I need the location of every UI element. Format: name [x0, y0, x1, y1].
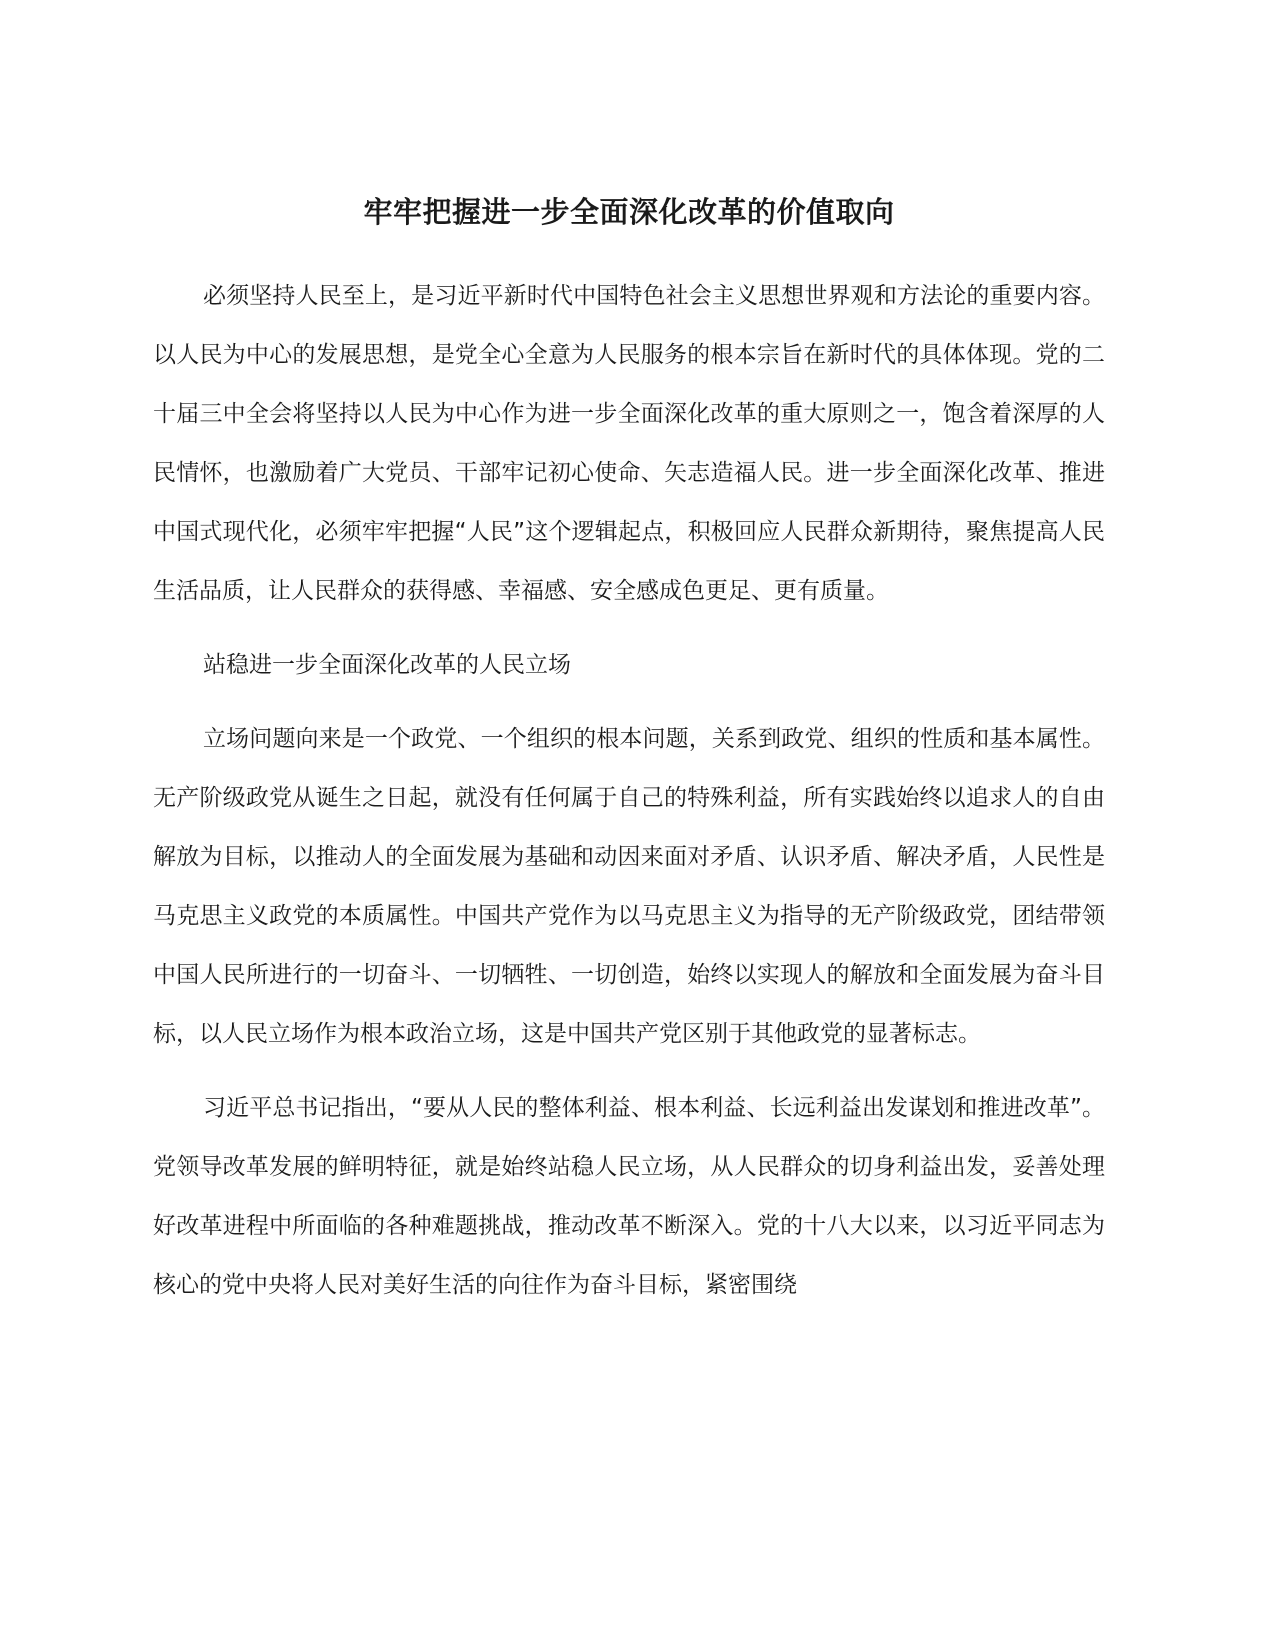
document-title: 牢牢把握进一步全面深化改革的价值取向	[363, 195, 895, 229]
document-body	[153, 267, 1105, 1330]
paragraph-intro: 必须坚持人民至上，是习近平新时代中国特色社会主义思想世界观和方法论的重要内容。以人民为中心的发展思想，是党全心全意为人民服务的根本宗旨在新时代的具体体现。党的二十届三中全会将坚持以人民为中心作为进一步全面深化改革的重大原则之一，饱含着深厚的人民情怀，也激励着广大党员、干部牢记初心使命、矢志造福人民。进一步全面深化改革、推进中国式现代化，必须牢牢把握“人民”这个逻辑起点，积极回应人民群众新期待，聚焦提高人民生活品质，让人民群众的获得感、幸福感、安全感成色更足、更有质量。	[153, 283, 1105, 604]
section-heading: 站稳进一步全面深化改革的人民立场	[203, 652, 571, 678]
paragraph-stance: 立场问题向来是一个政党、一个组织的根本问题，关系到政党、组织的性质和基本属性。无产阶级政党从诞生之日起，就没有任何属于自己的特殊利益，所有实践始终以追求人的自由解放为目标，以推动人的全面发展为基础和动因来面对矛盾、认识矛盾、解决矛盾，人民性是马克思主义政党的本质属性。中国共产党作为以马克思主义为指导的无产阶级政党，团结带领中国人民所进行的一切奋斗、一切牺牲、一切创造，始终以实现人的解放和全面发展为奋斗目标，以人民立场作为根本政治立场，这是中国共产党区别于其他政党的显著标志。	[153, 726, 1105, 1047]
paragraph-quote: 习近平总书记指出，“要从人民的整体利益、根本利益、长远利益出发谋划和推进改革”。党领导改革发展的鲜明特征，就是始终站稳人民立场，从人民群众的切身利益出发，妥善处理好改革进程中所面临的各种难题挑战，推动改革不断深入。党的十八大以来，以习近平同志为核心的党中央将人民对美好生活的向往作为奋斗目标，紧密围绕	[153, 1095, 1105, 1298]
